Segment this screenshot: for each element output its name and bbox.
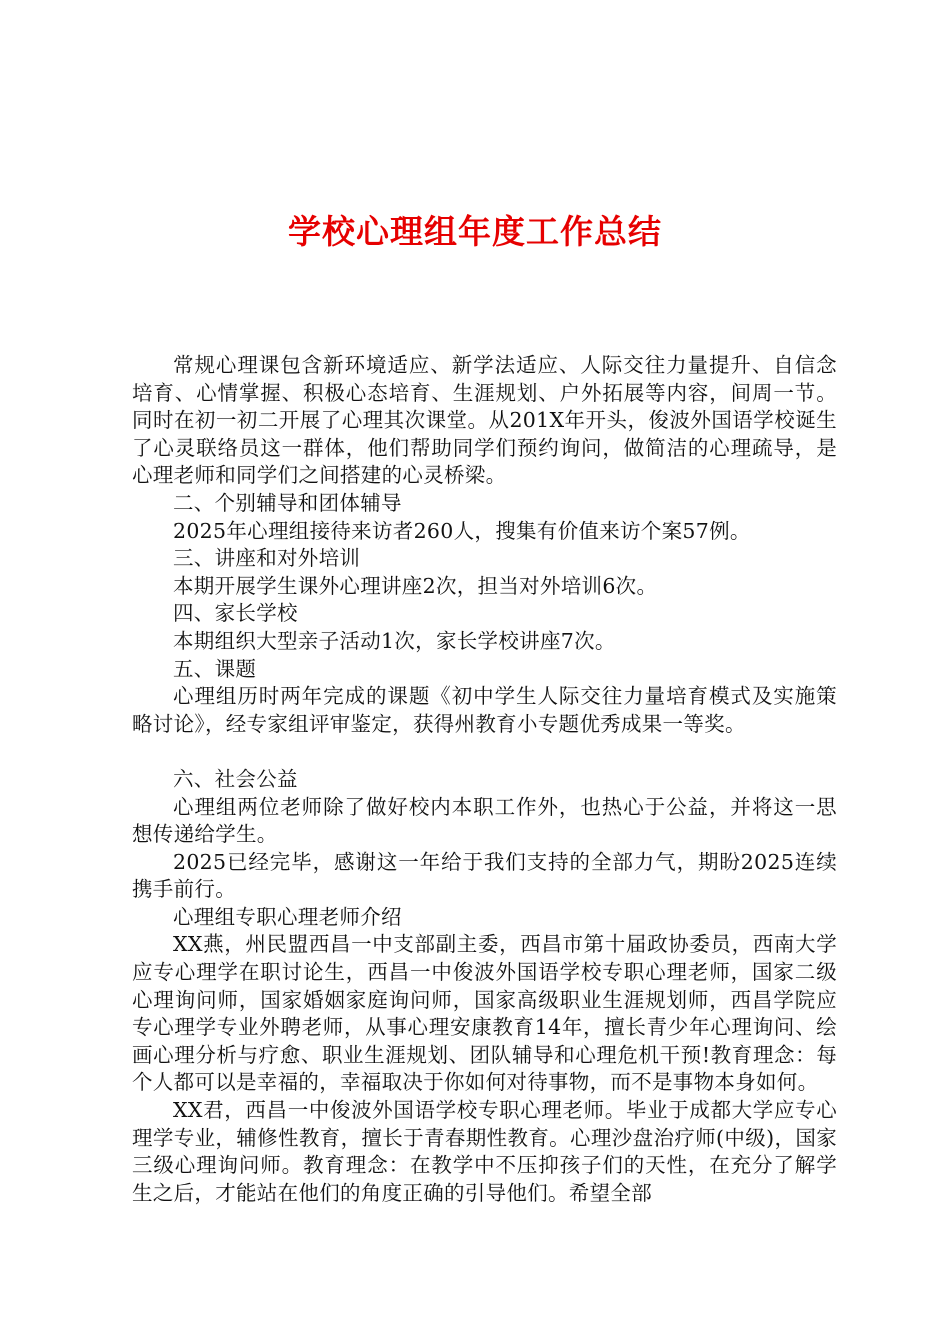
paragraph-teacher-one: XX燕，州民盟西昌一中支部副主委，西昌市第十届政协委员，西南大学应专心理学在职讨论生，西昌一中俊波外国语学校专职心理老师，国家二级心理询问师，国家婚姻家庭询问师，国家高级职业生涯规划师，西昌学院应专心理学专业外聘老师，从事心理安康教育14年，擅长青少年心理询问、绘画心理分析与疗愈、职业生涯规划、团队辅导和心理危机干预!教育理念：每个人都可以是幸福的，幸福取决于你如何对待事物，而不是事物本身如何。 xyxy=(132,932,837,1095)
paragraph-routine-courses: 常规心理课包含新环境适应、新学法适应、人际交往力量提升、自信念培育、心情掌握、积极心态培育、生涯规划、户外拓展等内容，间周一节。同时在初一初二开展了心理其次课堂。从201X年开头，俊波外国语学校诞生了心灵联络员这一群体，他们帮助同学们预约询问，做简洁的心理疏导，是心理老师和同学们之间搭建的心灵桥梁。 xyxy=(132,353,837,488)
section-heading-individual-counseling: 二、个别辅导和团体辅导 xyxy=(173,490,402,515)
section-heading-research: 五、课题 xyxy=(173,656,257,681)
paragraph-closing: 2025已经完毕，感谢这一年给于我们支持的全部力气，期盼2025连续携手前行。 xyxy=(132,849,837,902)
paragraph-parent-school: 本期组织大型亲子活动1次，家长学校讲座7次。 xyxy=(173,628,616,653)
section-heading-parent-school: 四、家长学校 xyxy=(173,601,298,626)
paragraph-research: 心理组历时两年完成的课题《初中学生人际交往力量培育模式及实施策略讨论》，经专家组评审鉴定，获得州教育小专题优秀成果一等奖。 xyxy=(132,684,837,736)
section-heading-public-welfare: 六、社会公益 xyxy=(173,766,298,791)
blank-line xyxy=(132,738,837,766)
section-heading-lectures: 三、讲座和对外培训 xyxy=(173,546,361,571)
section-heading-teacher-intro: 心理组专职心理老师介绍 xyxy=(173,904,402,929)
document-title: 学校心理组年度工作总结 xyxy=(288,212,662,251)
paragraph-visitors: 2025年心理组接待来访者260人，搜集有价值来访个案57例。 xyxy=(173,518,751,543)
document-body xyxy=(132,352,837,1207)
paragraph-lectures: 本期开展学生课外心理讲座2次，担当对外培训6次。 xyxy=(173,573,658,598)
paragraph-teacher-two: XX君，西昌一中俊波外国语学校专职心理老师。毕业于成都大学应专心理学专业，辅修性教育，擅长于青春期性教育。心理沙盘治疗师(中级)，国家三级心理询问师。教育理念：在教学中不压抑孩子们的天性，在充分了解学生之后，才能站在他们的角度正确的引导他们。希望全部 xyxy=(132,1098,837,1205)
paragraph-public-welfare: 心理组两位老师除了做好校内本职工作外，也热心于公益，并将这一思想传递给学生。 xyxy=(132,794,837,847)
